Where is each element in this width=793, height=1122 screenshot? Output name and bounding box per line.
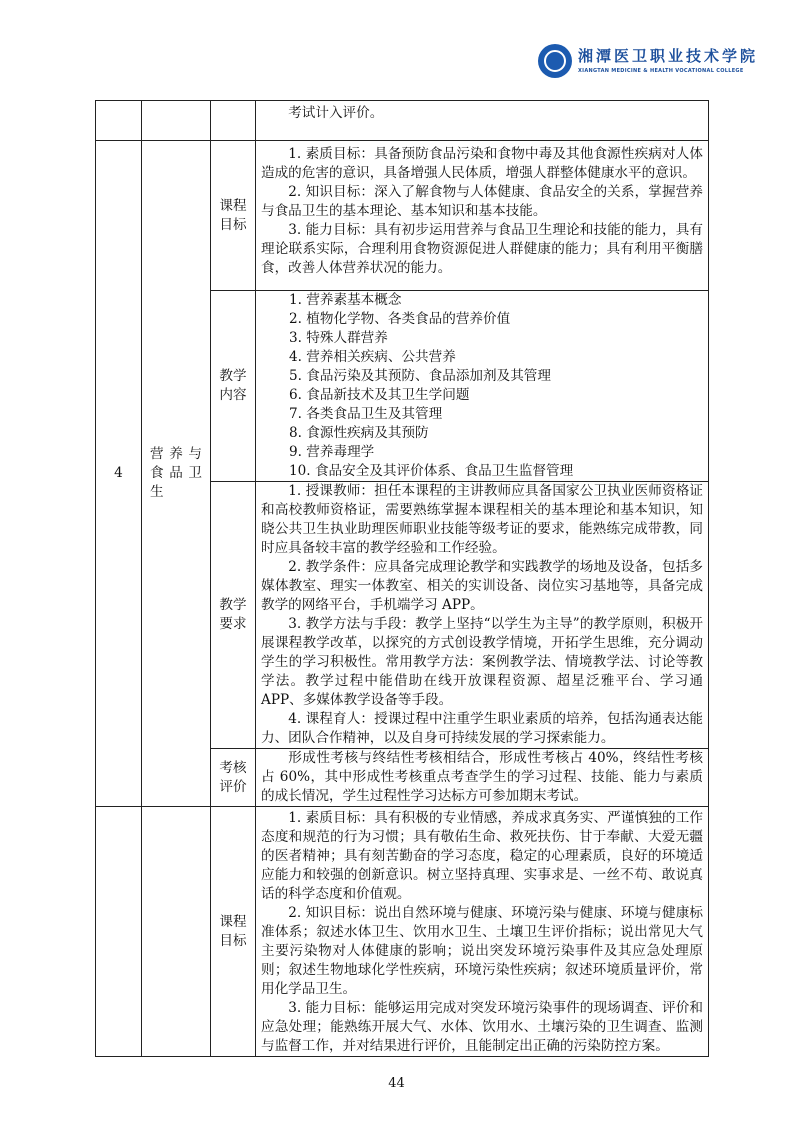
table-row bbox=[96, 101, 709, 141]
curriculum-table bbox=[95, 100, 709, 1057]
goals-label: 课程目标 bbox=[211, 141, 256, 291]
content-label: 教学内容 bbox=[211, 291, 256, 482]
goals-cell: 1. 素质目标：具有积极的专业情感，养成求真务实、严谨慎独的工作态度和规范的行为习惯；具有敬佑生命、救死扶伤、甘于奉献、大爱无疆的医者精神；具有刻苦勤奋的学习态度，稳定的心理素质，良好的环境适应能力和较强的创新意识。树立坚持真理、实事求是、一丝不苟、敢说真话的科学态度和价值观。 2. 知识目标：说出自然环境与健康、环境污染与健康、环境与健康标准体系；叙述水体卫生、饮用水卫生、土壤卫生评价指标；说出常见大气主要污染物对人体健康的影响；说出突发环境污染事件及其应急处理原则；叙述生物地球化学性疾病，环境污染性疾病；叙述环境质量评价，常用化学品卫生。 3. 能力目标：能够运用完成对突发环境污染事件的现场调查、评价和应急处理；能熟练开展大气、水体、饮用水、土壤污染的卫生调查、监测与监督工作，并对结果进行评价，且能制定出正确的污染防控方案。 bbox=[256, 807, 709, 1057]
table-row bbox=[96, 141, 709, 291]
assessment-cell: 形成性考核与终结性考核相结合，形成性考核占 40%，终结性考核占 60%，其中形成性考核重点考查学生的学习过程、技能、能力与素质的成长情况，学生过程性学习达标方可参加期末考试。 bbox=[256, 749, 709, 807]
table-row bbox=[96, 807, 709, 1057]
school-name-cn: 湘潭医卫职业技术学院 bbox=[578, 47, 759, 65]
requirements-cell: 1. 授课教师：担任本课程的主讲教师应具备国家公卫执业医师资格证和高校教师资格证，需要熟练掌握本课程相关的基本理论和基本知识，知晓公共卫生执业助理医师职业技能等级考证的要求，能熟练完成带教，同时应具备较丰富的教学经验和工作经验。 2. 教学条件：应具备完成理论教学和实践教学的场地及设备，包括多媒体教室、理实一体教室、相关的实训设备、岗位实习基地等，具备完成教学的网络平台，手机端学习 APP。 3. 教学方法与手段：教学上坚持“以学生为主导”的教学原则，积极开展课程教学改革，以探究的方式创设教学情境，开拓学生思维，充分调动学生的学习积极性。常用教学方法：案例教学法、情境教学法、讨论等教学法。教学过程中能借助在线开放课程资源、超星泛雅平台、学习通 APP、多媒体教学设备等手段。 4. 课程育人：授课过程中注重学生职业素质的培养，包括沟通表达能力、团队合作精神，以及自身可持续发展的学习探索能力。 bbox=[256, 482, 709, 749]
school-name-en: XIANGTAN MEDICINE & HEALTH VOCATIONAL COLLEGE bbox=[578, 68, 744, 74]
requirements-label: 教学要求 bbox=[211, 482, 256, 749]
course-number: 4 bbox=[96, 141, 142, 807]
content-cell: 1. 营养素基本概念 2. 植物化学物、各类食品的营养价值 3. 特殊人群营养 4. 营养相关疾病、公共营养 5. 食品污染及其预防、食品添加剂及其管理 6. 食品新技术及其卫生学问题 7. 各类食品卫生及其管理 8. 食源性疾病及其预防 9. 营养毒理学 10. 食品安全及其评价体系、食品卫生监督管理 bbox=[256, 291, 709, 482]
goals-label: 课程目标 bbox=[211, 807, 256, 1057]
school-seal-icon bbox=[538, 44, 572, 78]
page-number: 44 bbox=[388, 1076, 405, 1091]
prev-assessment-cell: 考试计入评价。 bbox=[256, 101, 709, 141]
goals-cell: 1. 素质目标：具备预防食品污染和食物中毒及其他食源性疾病对人体造成的危害的意识，具备增强人民体质，增强人群整体健康水平的意识。 2. 知识目标：深入了解食物与人体健康、食品安全的关系，掌握营养与食品卫生的基本理论、基本知识和基本技能。 3. 能力目标：具有初步运用营养与食品卫生理论和技能的能力，具有理论联系实际，合理利用食物资源促进人群健康的能力；具有利用平衡膳食，改善人体营养状况的能力。 bbox=[256, 141, 709, 291]
course-name: 营 养 与 食 品 卫 生 bbox=[142, 141, 211, 807]
assessment-label: 考核评价 bbox=[211, 749, 256, 807]
school-logo bbox=[538, 44, 758, 78]
